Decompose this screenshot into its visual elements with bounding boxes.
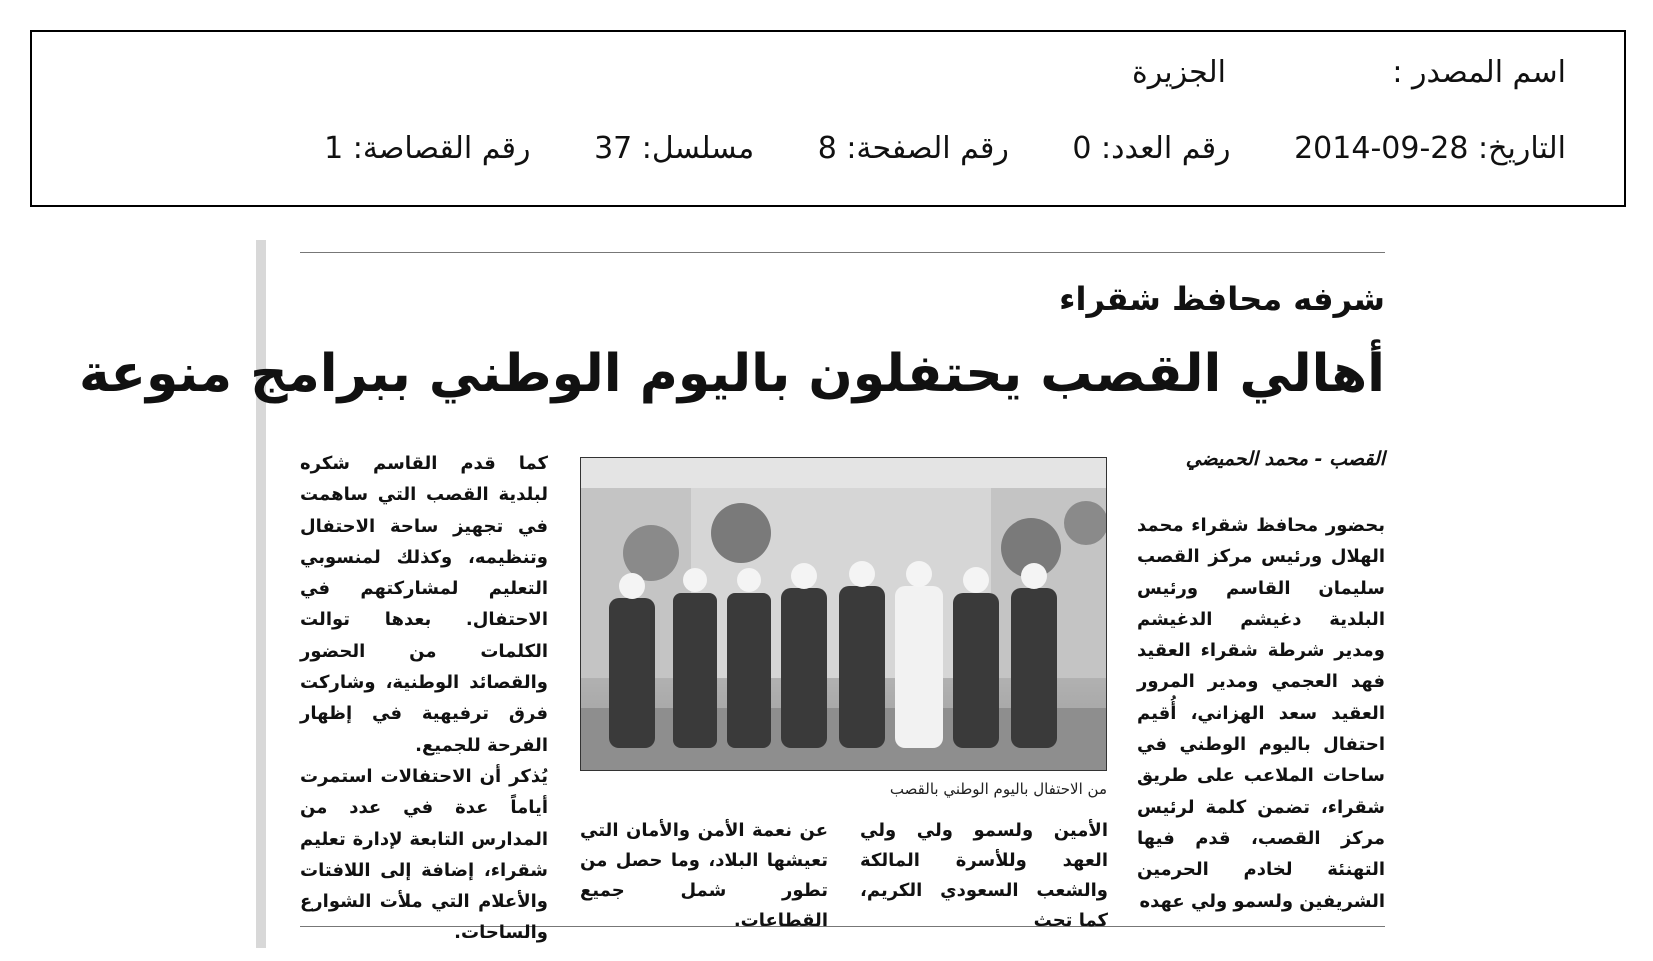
article-column-right — [1137, 510, 1385, 917]
clipping-metadata-box — [30, 30, 1626, 207]
page-number-field: رقم الصفحة: 8 — [817, 131, 1009, 166]
article-paragraph: بحضور محافظ شقراء محمد الهلال ورئيس مركز القصب سليمان القاسم ورئيس البلدية دغيشم الدغيشم ومدير شرطة شقراء العقيد فهد العجمي ومدير المرور العقيد سعد الهزاني، أُقيم احتفال باليوم الوطني في ساحات الملاعب على طريق شقراء، تضمن كلمة لرئيس مركز القصب، قدم فيها التهنئة لخادم الحرمين الشريفين ولسمو ولي عهده — [1137, 515, 1385, 912]
serial-field: مسلسل: 37 — [594, 131, 755, 166]
source-label: اسم المصدر : — [1392, 55, 1566, 90]
top-rule — [300, 252, 1385, 253]
date-field: التاريخ: 28-09-2014 — [1294, 131, 1566, 166]
photo-caption: من الاحتفال باليوم الوطني بالقصب — [889, 780, 1107, 798]
article-byline: القصب - محمد الحميضي — [1185, 448, 1385, 470]
article-photo — [580, 457, 1107, 771]
article-kicker: شرفه محافظ شقراء — [1059, 280, 1385, 318]
clip-details-row — [324, 131, 1566, 166]
article-paragraph: الأمين ولسمو ولي ولي العهد وللأسرة المالكة والشعب السعودي الكريم، كما تحث — [860, 820, 1108, 931]
article-paragraph: عن نعمة الأمن والأمان التي تعيشها البلاد، وما حصل من تطور شمل جميع القطاعات. — [580, 820, 828, 931]
article-headline: أهالي القصب يحتفلون باليوم الوطني ببرامج منوعة — [78, 344, 1385, 404]
article-column-mid-left — [580, 816, 828, 936]
article-paragraph: يُذكر أن الاحتفالات استمرت أياماً عدة في عدد من المدارس التابعة لإدارة تعليم شقراء، إضافة إلى اللافتات والأعلام التي ملأت الشوارع والساحات. — [300, 765, 548, 944]
issue-number-field: رقم العدد: 0 — [1072, 131, 1231, 166]
clip-number-field: رقم القصاصة: 1 — [324, 131, 531, 166]
article-paragraph: كما قدم القاسم شكره لبلدية القصب التي ساهمت في تجهيز ساحة الاحتفال وتنظيمه، وكذلك لمنسوبي التعليم لمشاركتهم في الاحتفال. بعدها توالت الكلمات من الحضور والقصائد الوطنية، وشاركت فرق ترفيهية في إظهار الفرحة للجميع. — [300, 453, 548, 756]
article-column-left — [300, 448, 548, 949]
article-column-mid-right — [860, 816, 1108, 936]
source-value: الجزيرة — [1131, 55, 1226, 90]
group-photo-illustration — [581, 458, 1107, 771]
